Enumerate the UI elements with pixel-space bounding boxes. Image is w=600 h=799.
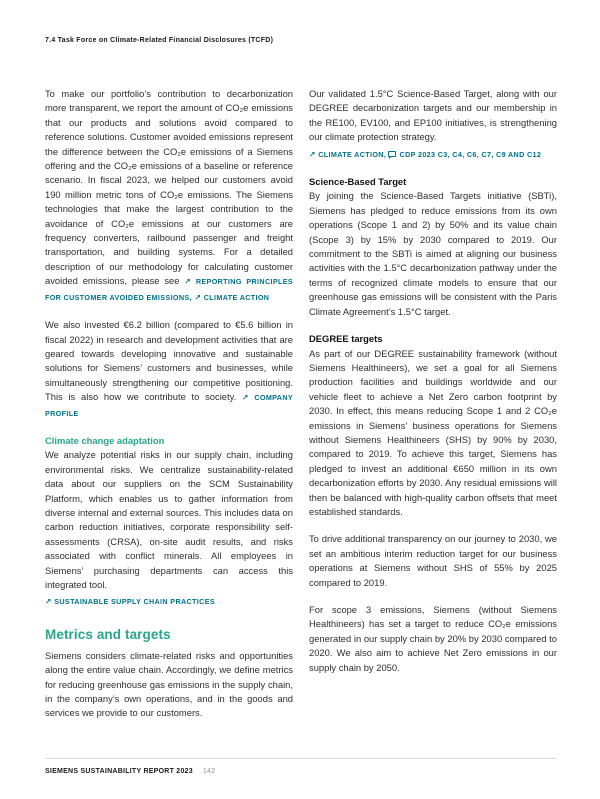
link-label: COMPANY PROFILE [45,393,294,418]
link-label: CLIMATE ACTION [203,292,270,302]
paragraph-supply-chain-risks: We analyze potential risks in our supply chain, including environmental risks. We centralize sustainability-related data about our suppliers on the SCM Sustainability Platform, which enables us to gather information from diverse internal and external sources. This includes data on carbon reduction initiatives, corporate responsibility self-assessments (CRSA), on-site audit results, and risks associated with conflict minerals. All employees in Siemens’ purchasing departments can access this integrated tool. [45,449,293,590]
paragraph-sbt-intro: Our validated 1.5°C Science-Based Target, along with our DEGREE decarbonization targets and our membership in the RE100, EV100, and EP100 initiatives, is strengthening our climate protection strategy. [309,88,557,143]
paragraph-metrics-intro: Siemens considers climate-related risks and opportunities along the entire value chain. Accordingly, we define metrics for reducing greenhouse gas emissions in the supply chain, in the company’s own operations, and in the goods and services we provide to our customers. [45,649,293,719]
link-arrow-icon: ↗ [241,393,249,403]
link-sustainable-supply-chain-practices[interactable] [45,597,215,606]
heading-science-based-target: Science-Based Target [309,176,407,188]
content-columns [45,87,557,734]
link-cdp-2023[interactable] [386,150,541,159]
heading-degree-targets: DEGREE targets [309,333,383,345]
footer-report-title: SIEMENS SUSTAINABILITY REPORT 2023 [45,768,193,775]
link-line-climate-cdp [309,147,557,162]
page-footer [45,758,557,775]
link-label: CDP 2023 C3, C4, C6, C7, C9 AND C12 [399,149,542,159]
paragraph-text: To make our portfolio’s contribution to decarbonization more transparent, we report the amount of CO₂e emissions that our products and solutions avoid compared to reference solutions. Customer avoided emissions represent the difference between the CO₂e emissions of a Siemens offering and the CO₂e emissions of a baseline or reference scenario. In fiscal 2023, we helped our customers avoid 190 million metric tons of CO₂e emissions. The Siemens technologies that make the largest contribution to the avoidance of CO₂e emissions at our customers are frequency converters, railbound passenger and freight transportation, and building systems. For a detailed description of our methodology for calculating customer avoided emissions, please see [45,88,293,287]
link-line-supply-chain [45,594,293,609]
link-arrow-icon: ↗ [194,292,202,302]
paragraph-text: We also invested €6.2 billion (compared to €5.6 billion in fiscal 2022) in research and development activities that are geared towards developing innovative and sustainable solutions for Siemens’ customers and businesses, while simultaneously strengthening our competitive positioning. This is also how we contribute to society. [45,319,293,403]
link-arrow-icon: ↗ [309,149,316,159]
link-label: REPORTING PRINCIPLES FOR CUSTOMER AVOIDED EMISSIONS, [45,277,293,302]
paragraph-sbti: By joining the Science-Based Targets initiative (SBTi), Siemens has pledged to reduce emissions from its own operations (Scope 1 and 2) by 50% and its value chain (Scope 3) by 15% by 2030 compared to 2019. Our commitment to the SBTi is aimed at aligning our business activities with the 1.5°C decarbonization pathway under the terms of recognized climate models to ensure that our greenhouse gas emissions will be consistent with the Paris Climate Agreement’s 1.5°C target. [309,190,557,317]
link-climate-action[interactable] [195,293,270,302]
cdp-report-icon [388,151,396,158]
link-arrow-icon: ↗ [184,277,192,287]
link-climate-action[interactable] [309,150,386,159]
paragraph-customer-avoided-emissions [45,87,293,305]
heading-climate-change-adaptation: Climate change adaptation [45,434,165,446]
link-label: CLIMATE ACTION, [318,149,387,159]
right-column [309,87,557,734]
paragraph-degree-framework: As part of our DEGREE sustainability framework (without Siemens Healthineers), we set a goal for all Siemens production facilities and buildings worldwide and our vehicle fleet to achieve a Net Zero carbon footprint by 2030. In effect, this means reducing Scope 1 and 2 CO₂e emissions in Siemens’ business operations for Siemens without Siemens Healthineers (SHS) by 90% by 2030, compared to 2019. To achieve this target, Siemens has pledged to invest an additional €650 million in its own decarbonization efforts by 2030. Any residual emissions will then be balanced with high-quality carbon offsets that meet established standards. [309,347,557,517]
paragraph-interim-target: To drive additional transparency on our journey to 2030, we set an ambitious interim reduction target for our business operations at Siemens without SHS of 55% by 2025 compared to 2019. [309,533,557,588]
page-header [45,37,557,44]
section-title: 7.4 Task Force on Climate-Related Financial Disclosures (TCFD) [45,37,274,44]
footer-page-number: 142 [202,768,216,775]
heading-metrics-and-targets: Metrics and targets [45,626,171,642]
paragraph-rd-investment [45,318,293,421]
left-column [45,87,293,734]
link-arrow-icon: ↗ [45,597,52,607]
paragraph-scope3-target: For scope 3 emissions, Siemens (without Siemens Healthineers) has set a target to reduce CO₂e emissions generated in our supply chain by 20% by 2030 compared to 2020. We also aim to achieve Net Zero emissions in our supply chain by 2050. [309,604,557,673]
link-label: SUSTAINABLE SUPPLY CHAIN PRACTICES [54,597,215,607]
